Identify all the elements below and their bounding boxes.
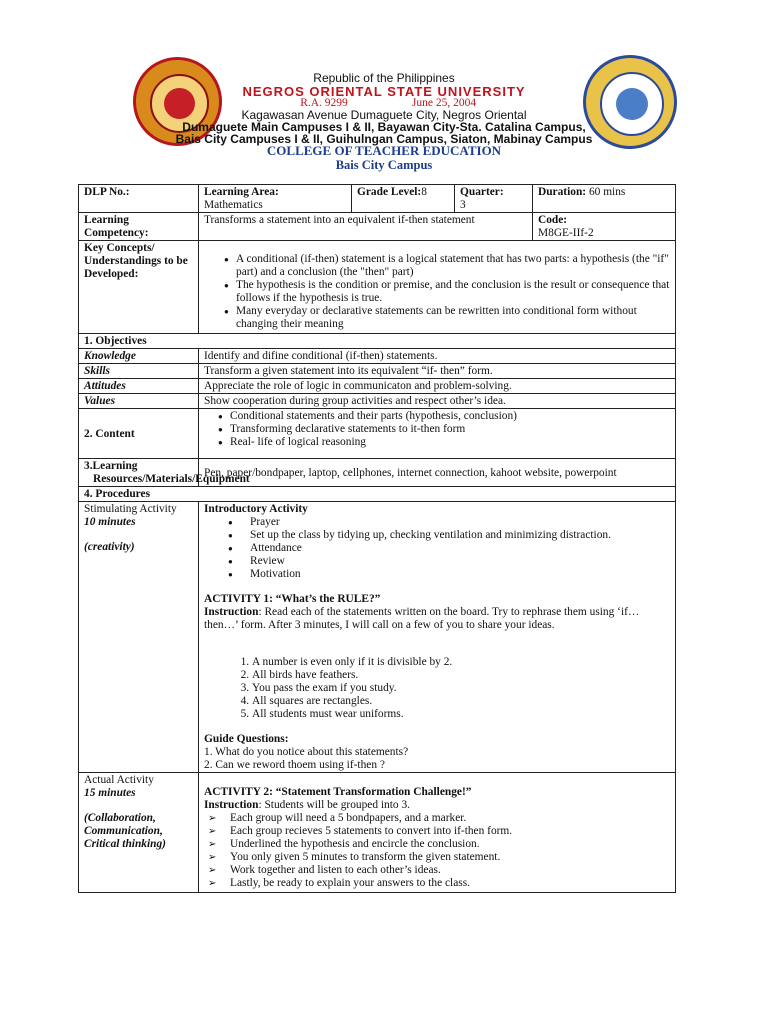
- list-item: 4. All squares are rectangles.: [252, 695, 671, 708]
- grade-level-cell: [352, 185, 455, 213]
- list-item: ➢ Work together and listen to each other’s ideas.: [230, 864, 671, 877]
- dlp-no-label: DLP No.:: [79, 185, 199, 213]
- guide-question: 2. Can we reword thoem using if-then ?: [204, 759, 385, 771]
- skills-value: Transform a given statement into its equivalent “if- then” form.: [199, 364, 676, 379]
- instruction-label: Instruction: [204, 606, 259, 618]
- procedures-heading: 4. Procedures: [79, 487, 676, 502]
- actual-activity-time: 15 minutes: [84, 787, 136, 799]
- content-label: 2. Content: [79, 409, 199, 459]
- list-item: ● Attendance: [250, 542, 671, 555]
- key-concepts-label: Key Concepts/ Understandings to be Developed:: [79, 241, 199, 334]
- list-item: 3. You pass the exam if you study.: [252, 682, 671, 695]
- actual-activity-label: Actual Activity: [84, 774, 154, 786]
- attitudes-value: Appreciate the role of logic in communicaton and problem-solving.: [199, 379, 676, 394]
- code-value: M8GE-IIf-2: [538, 227, 594, 239]
- table-row: [79, 364, 676, 379]
- knowledge-label: Knowledge: [79, 349, 199, 364]
- content-cell: [199, 409, 676, 459]
- list-item: ➢ Lastly, be ready to explain your answers to the class.: [230, 877, 671, 890]
- quarter-cell: [455, 185, 533, 213]
- address-line: Kagawasan Avenue Dumaguete City, Negros Oriental: [241, 108, 527, 122]
- activity-2-cell: [199, 773, 676, 893]
- values-label: Values: [79, 394, 199, 409]
- activity-1-title: ACTIVITY 1: “What’s the RULE?”: [204, 593, 381, 605]
- list-item: 2. All birds have feathers.: [252, 669, 671, 682]
- list-item: ➢ Each group recieves 5 statements to convert into if-then form.: [230, 825, 671, 838]
- introductory-activity-cell: [199, 502, 676, 773]
- quarter-value: 3: [460, 199, 466, 211]
- competency-label: Learning Competency:: [79, 213, 199, 241]
- introductory-activity-title: Introductory Activity: [204, 503, 308, 515]
- table-row: [79, 773, 676, 893]
- table-row: [79, 394, 676, 409]
- table-row: [79, 349, 676, 364]
- key-concepts-cell: [199, 241, 676, 334]
- list-item: ● The hypothesis is the condition or premise, and the conclusion is the result or consequence that follows if the hypothesis is true.: [236, 279, 671, 305]
- lesson-plan-table: [78, 184, 676, 893]
- table-row: [79, 185, 676, 213]
- quarter-label: Quarter:: [460, 186, 504, 198]
- learning-area-label: Learning Area:: [204, 186, 279, 198]
- list-item: 5. All students must wear uniforms.: [252, 708, 671, 721]
- instruction-text: : Read each of the statements written on the board. Try to rephrase them using ‘if…then…’ form. After 3 minutes, I will call on a few of you to share your ideas.: [204, 606, 640, 631]
- ra-date: June 25, 2004: [411, 97, 477, 109]
- learning-area-value: Mathematics: [204, 199, 263, 211]
- grade-level-value: 8: [421, 186, 427, 198]
- activity-1-instruction: [204, 606, 671, 632]
- objectives-heading: 1. Objectives: [79, 334, 676, 349]
- ra-number: R.A. 9299: [300, 97, 348, 109]
- table-row: [79, 379, 676, 394]
- campuses-line-1: Dumaguete Main Campuses I & II, Bayawan City-Sta. Catalina Campus,: [182, 120, 586, 134]
- knowledge-value: Identify and difine conditional (if-then) statements.: [199, 349, 676, 364]
- table-row: [79, 502, 676, 773]
- stimulating-activity-label: Stimulating Activity: [84, 503, 177, 515]
- duration-cell: [533, 185, 676, 213]
- college-name: COLLEGE OF TEACHER EDUCATION: [266, 143, 502, 158]
- activity-2-instruction: [204, 799, 671, 812]
- table-row: [79, 409, 676, 459]
- activity-2-title: ACTIVITY 2: “Statement Transformation Challenge!”: [204, 786, 472, 798]
- learning-area-cell: [199, 185, 352, 213]
- list-item: ● A conditional (if-then) statement is a logical statement that has two parts: a hypothesis (the "if" part) and a conclusion (the "then" part): [236, 253, 671, 279]
- code-label: Code:: [538, 214, 568, 226]
- instruction-label: Instruction: [204, 799, 259, 811]
- list-item: ● Set up the class by tidying up, checking ventilation and minimizing distraction.: [250, 529, 671, 542]
- grade-level-label: Grade Level:: [357, 186, 422, 198]
- list-item: ● Real- life of logical reasoning: [230, 436, 671, 449]
- attitudes-label: Attitudes: [79, 379, 199, 394]
- guide-question: 1. What do you notice about this statements?: [204, 746, 409, 758]
- duration-value: 60 mins: [588, 186, 626, 198]
- stimulating-activity-cell: [79, 502, 199, 773]
- actual-activity-skill: (Collaboration, Communication, Critical thinking): [84, 812, 166, 850]
- values-value: Show cooperation during group activities and respect other’s idea.: [199, 394, 676, 409]
- list-item: ● Transforming declarative statements to it-then form: [230, 423, 671, 436]
- table-row: [79, 213, 676, 241]
- list-item: ● Motivation: [250, 568, 671, 581]
- competency-value: Transforms a statement into an equivalent if-then statement: [199, 213, 533, 241]
- code-cell: [533, 213, 676, 241]
- list-item: ➢ You only given 5 minutes to transform the given statement.: [230, 851, 671, 864]
- instruction-text: : Students will be grouped into 3.: [258, 799, 410, 811]
- campus-name: Bais City Campus: [335, 158, 433, 172]
- table-row: [79, 241, 676, 334]
- list-item: ● Review: [250, 555, 671, 568]
- duration-label: Duration:: [538, 186, 587, 198]
- campuses-line-2: Bais City Campuses I & II, Guihulngan Campus, Siaton, Mabinay Campus: [175, 132, 593, 146]
- resources-label: 3.Learning Resources/Materials/Equipment: [79, 459, 199, 487]
- actual-activity-cell: [79, 773, 199, 893]
- stimulating-activity-skill: (creativity): [84, 541, 135, 553]
- table-row: [79, 459, 676, 487]
- table-row: [79, 334, 676, 349]
- list-item: ● Conditional statements and their parts (hypothesis, conclusion): [230, 410, 671, 423]
- skills-label: Skills: [79, 364, 199, 379]
- republic-line: Republic of the Philippines: [313, 71, 455, 85]
- stimulating-activity-time: 10 minutes: [84, 516, 136, 528]
- list-item: ➢ Each group will need a 5 bondpapers, and a marker.: [230, 812, 671, 825]
- list-item: 1. A number is even only if it is divisible by 2.: [252, 656, 671, 669]
- list-item: ● Prayer: [250, 516, 671, 529]
- guide-questions-title: Guide Questions:: [204, 733, 289, 745]
- list-item: ➢ Underlined the hypothesis and encircle the conclusion.: [230, 838, 671, 851]
- document-header: [0, 0, 768, 180]
- university-name: NEGROS ORIENTAL STATE UNIVERSITY: [242, 84, 526, 99]
- resources-value: Pen, paper/bondpaper, laptop, cellphones, internet connection, kahoot website, powerpoint: [199, 459, 676, 487]
- table-row: [79, 487, 676, 502]
- list-item: ● Many everyday or declarative statements can be rewritten into conditional form without changing their meaning: [236, 305, 671, 331]
